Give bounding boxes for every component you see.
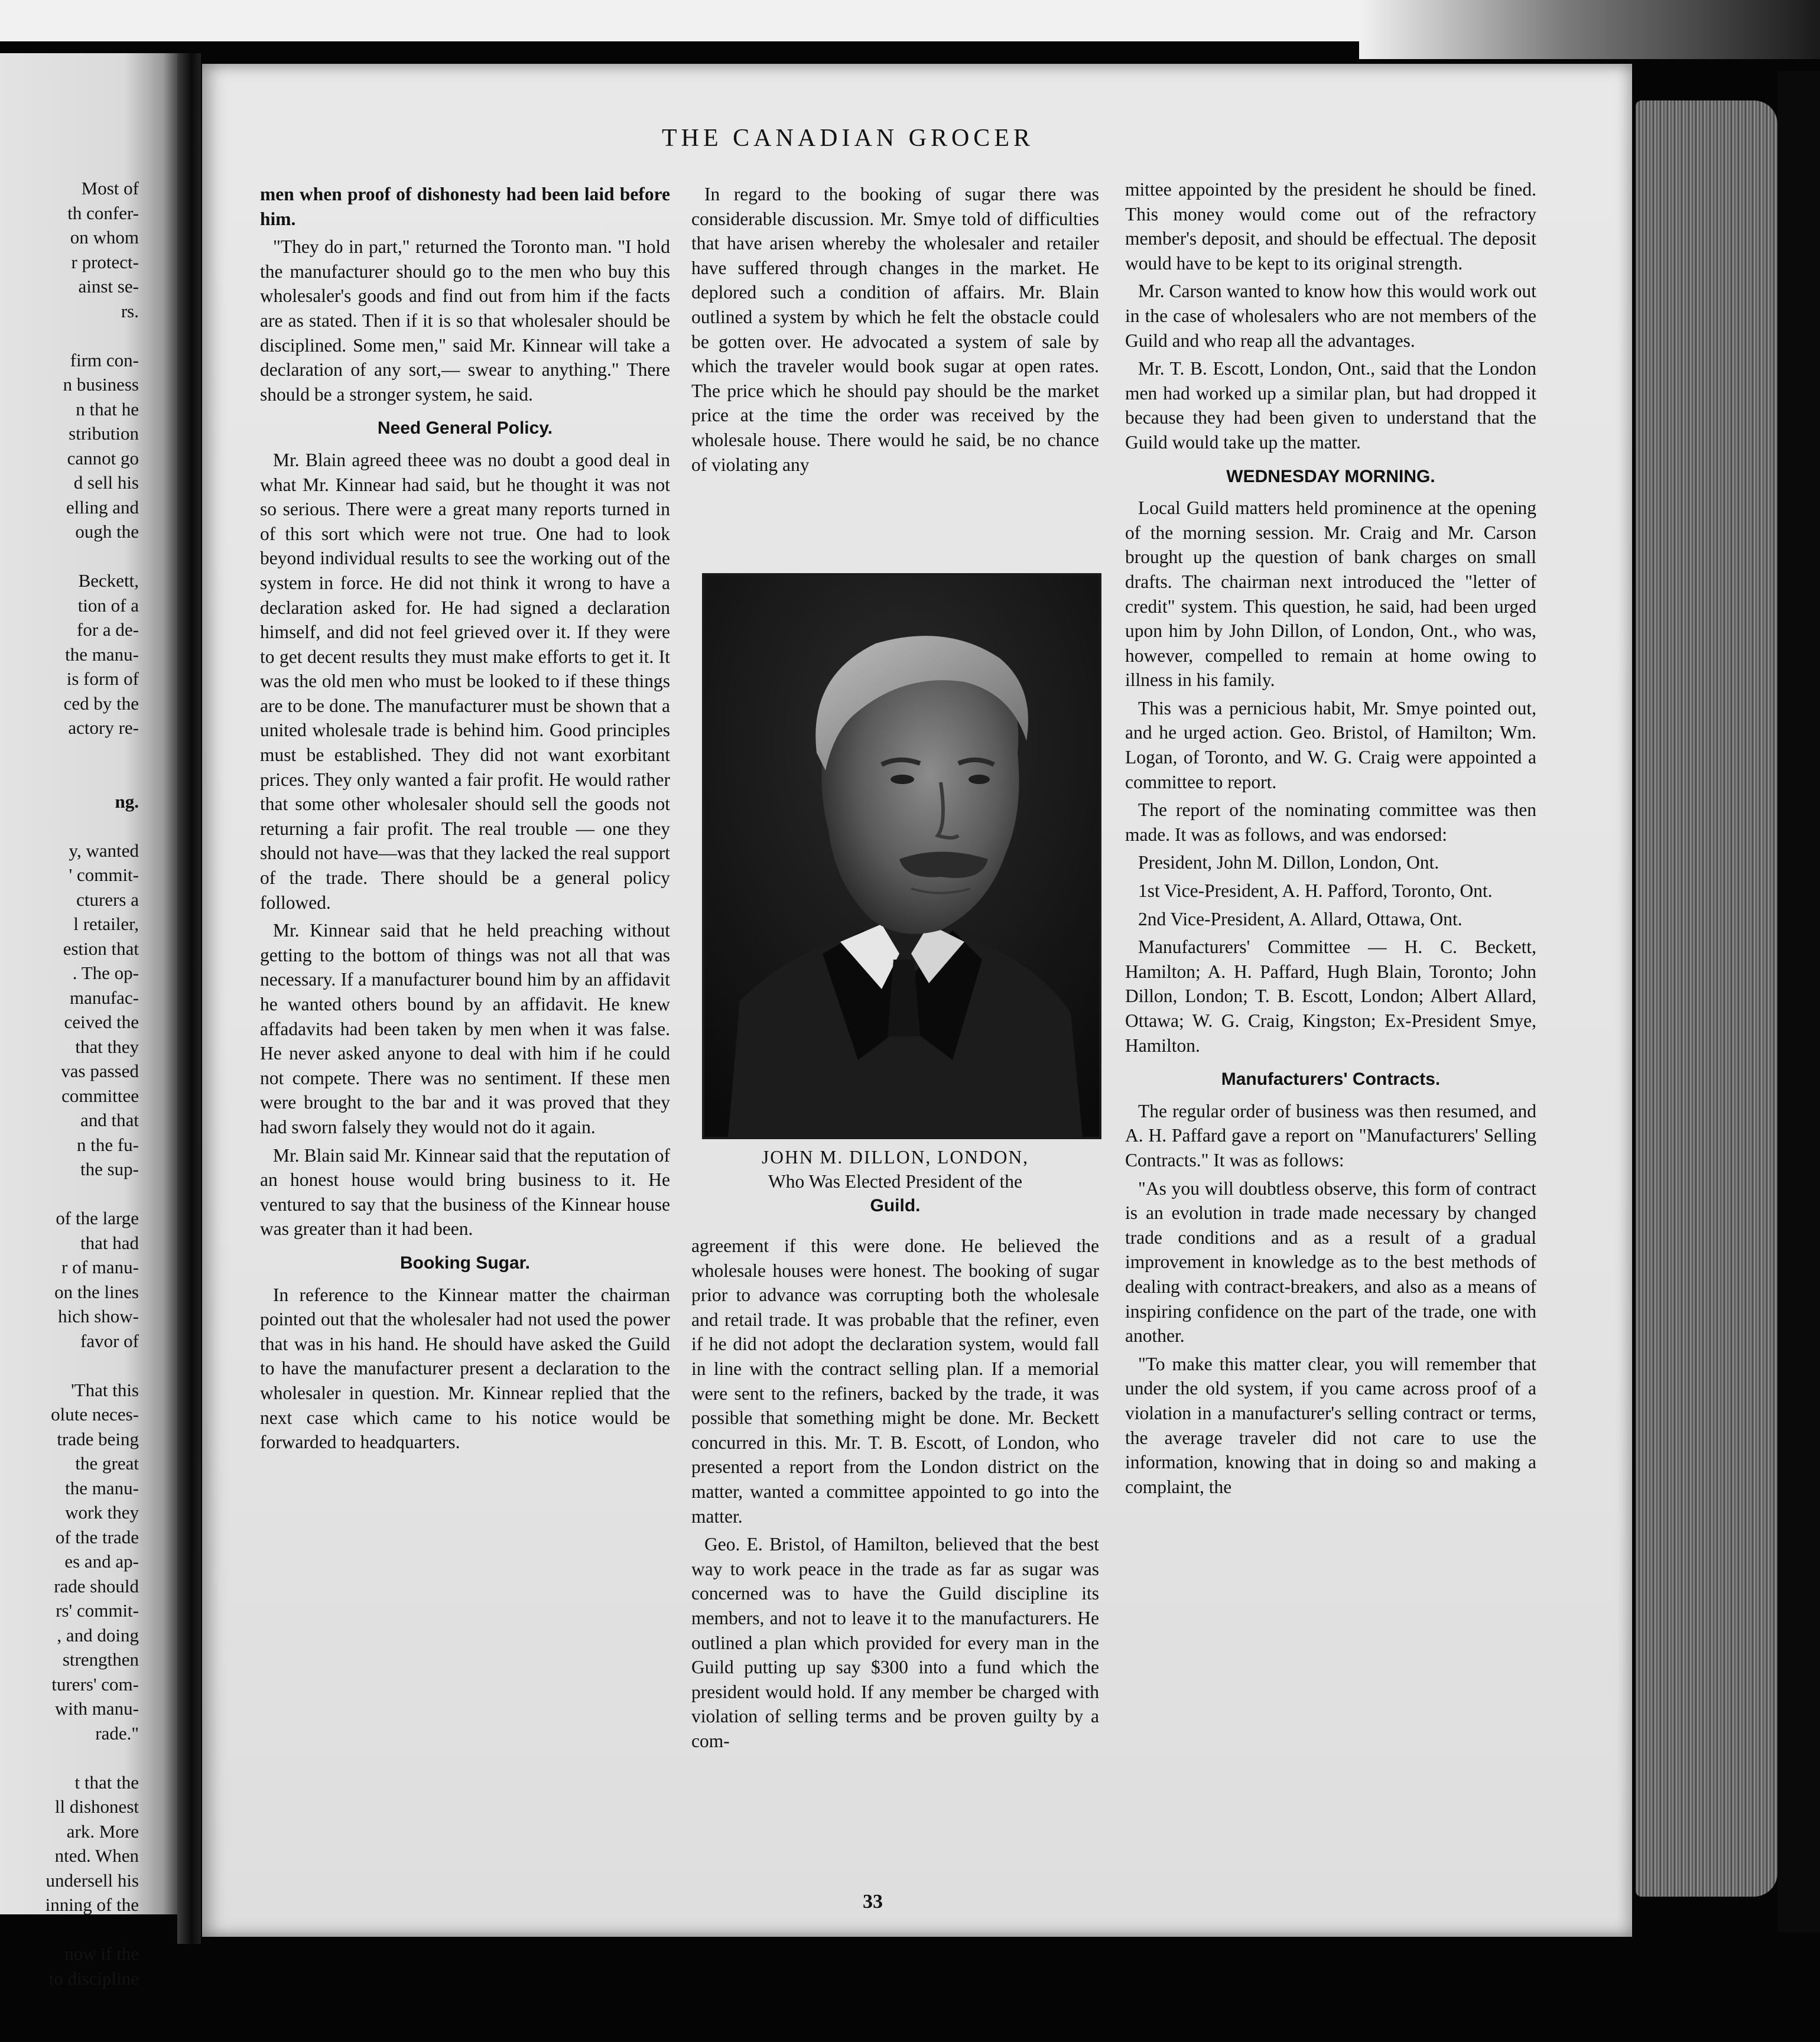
- left-page-line: turers' com-: [51, 1673, 139, 1695]
- left-page-line: 'That this: [71, 1379, 139, 1400]
- section-heading: WEDNESDAY MORNING.: [1226, 466, 1435, 486]
- column-2-top: [691, 182, 1099, 477]
- caption-name: JOHN M. DILLON, LONDON,: [762, 1147, 1029, 1168]
- left-page-line: [0, 1917, 139, 1942]
- left-page-line: ' commit-: [69, 864, 139, 885]
- left-page-line: es and ap-: [64, 1551, 139, 1572]
- left-page-line: , and doing: [57, 1624, 139, 1646]
- left-page-line: stribution: [69, 423, 139, 444]
- left-page-line: that they: [75, 1036, 139, 1057]
- paragraph: agreement if this were done. He believed the wholesale houses were honest. The booking of sugar prior to advance was corrupting both the wholesale and retail trade. It was probable that the refiner, even if he did not adopt the declaration system, would fall in line with the contract selling plan. If a memorial were sent to the refiners, backed by the trade, it was possible that something might be done. Mr. Beckett concurred in this. Mr. T. B. Escott, of London, who presented a report from the London district on the matter, wanted a committee appointed to go into the matter.: [691, 1235, 1099, 1527]
- left-page-line: to discipline: [48, 1968, 139, 1989]
- left-page-line: r of manu-: [61, 1257, 139, 1277]
- left-page-line: for a de-: [77, 619, 139, 640]
- paragraph: Manufacturers' Committee — H. C. Beckett, Hamilton; A. H. Paffard, Hugh Blain, Toronto; John Dillon, London; T. B. Escott, London; Albert Allard, Ottawa; W. G. Craig, Kingston; Ex-President Smye, Hamilton.: [1125, 937, 1536, 1056]
- paragraph: 1st Vice-President, A. H. Pafford, Toronto, Ont.: [1138, 880, 1493, 902]
- left-page-line: of the trade: [55, 1526, 139, 1547]
- left-page-line: estion that: [63, 938, 139, 959]
- book-page-edges: [1636, 100, 1777, 1897]
- paragraph: 2nd Vice-President, A. Allard, Ottawa, Ont.: [1138, 908, 1462, 929]
- left-page-text-fragments: [0, 176, 139, 1991]
- paragraph: mittee appointed by the president he should be fined. This money would come out of the refractory member's deposit, and should be effectual. The deposit would have to be kept to its original strength.: [1125, 179, 1536, 274]
- page-header: THE CANADIAN GROCER: [662, 125, 1034, 152]
- left-page-line: rade.": [95, 1722, 139, 1744]
- left-page-line: rs' commit-: [56, 1600, 139, 1621]
- left-page-line: . The op-: [72, 963, 139, 983]
- left-page-line: olute neces-: [51, 1404, 139, 1425]
- left-page-line: n that he: [76, 398, 139, 420]
- section-heading: Need General Policy.: [377, 418, 553, 438]
- column-2-bottom: [691, 1234, 1099, 1753]
- page-number: 33: [863, 1891, 883, 1913]
- left-page-line: [0, 1745, 139, 1770]
- left-page-line: vas passed: [61, 1061, 139, 1081]
- column-3: [1125, 177, 1536, 1499]
- photo-caption: [691, 1145, 1099, 1218]
- left-page-line: favor of: [80, 1330, 139, 1351]
- paragraph: Mr. Kinnear said that he held preaching without getting to the bottom of things was not all that was necessary. If a manufacturer bound him by an affidavit he wanted others bound by an affidavit. He knew affadavits had been taken by men when it was false. He never asked anyone to deal with him if he could not compete. There was no sentiment. If these men were brought to the bar and it was proved that they had sworn falsely they would not do it again.: [260, 920, 670, 1137]
- left-page-line: of the large: [56, 1208, 139, 1228]
- left-page-line: and that: [80, 1110, 139, 1130]
- paragraph: "To make this matter clear, you will remember that under the old system, if you came across proof of a violation in a manufacturer's selling contract or terms, the average traveler did not care to use the information, knowing that in doing so and making a complaint, the: [1125, 1353, 1536, 1497]
- left-page-line: the manu-: [65, 643, 139, 665]
- left-page-line: ough the: [75, 521, 139, 542]
- left-page-line: on the lines: [54, 1281, 139, 1302]
- paragraph: Mr. Carson wanted to know how this would work out in the case of wholesalers who are not members of the Guild and who reap all the advantages.: [1125, 281, 1536, 351]
- left-page-line: Beckett,: [78, 570, 139, 591]
- left-page-line: [0, 765, 139, 789]
- left-page-line: [0, 544, 139, 569]
- left-page-line: actory re-: [68, 717, 139, 738]
- caption-line: Who Was Elected President of the: [768, 1171, 1022, 1192]
- left-page-line: l retailer,: [73, 913, 139, 934]
- left-page-line: [0, 740, 139, 765]
- paragraph: Geo. E. Bristol, of Hamilton, believed that the best way to work peace in the trade as far as sugar was concerned was to have the Guild discipline its members, and not to leave it to the manufacturers. He outlined a plan which provided for every man in the Guild putting up say $300 into a fund which the president would hold. If any member be charged with violation of selling terms and be proven guilty by a com-: [691, 1534, 1099, 1751]
- paragraph: In reference to the Kinnear matter the chairman pointed out that the wholesaler had not used the power that was in his hand. He should have asked the Guild to have the manufacturer present a declaration to the wholesaler in question. Mr. Kinnear replied that the next case which came to his notice would be forwarded to headquarters.: [260, 1284, 670, 1453]
- left-page-line: rs.: [121, 300, 139, 321]
- left-page-line: ainst se-: [78, 276, 139, 297]
- left-page-line: [0, 1182, 139, 1207]
- left-page-line: Most of: [81, 178, 139, 199]
- left-page-line: n business: [63, 374, 139, 395]
- paragraph: President, John M. Dillon, London, Ont.: [1138, 852, 1439, 873]
- paragraph: "They do in part," returned the Toronto man. "I hold the manufacturer should go to the men who buy this wholesaler's goods and find out from him if the facts are as stated. Then if it is so that wholesaler should be disciplined. Some men," said Mr. Kinnear will take a declaration of any sort,— swear to anything." There should be a stronger system, he said.: [260, 236, 670, 405]
- left-page-line: ark. More: [66, 1820, 139, 1842]
- left-page-line: is form of: [66, 668, 139, 689]
- paragraph: men when proof of dishonesty had been laid before him.: [260, 184, 670, 229]
- left-page-line: hich show-: [58, 1306, 139, 1326]
- paragraph: The regular order of business was then resumed, and A. H. Paffard gave a report on "Manufacturers' Selling Contracts." It was as follows:: [1125, 1100, 1536, 1170]
- portrait-photo: [702, 573, 1101, 1139]
- left-page-line: cturers a: [76, 889, 139, 910]
- paragraph: Mr. Blain said Mr. Kinnear said that the reputation of an honest house would bring business to it. He ventured to say that the business of the Kinnear house was greater than it had been.: [260, 1144, 670, 1240]
- left-page-line: ll dishonest: [54, 1796, 139, 1817]
- paragraph: "As you will doubtless observe, this form of contract is an evolution in trade made necessary by changed trade conditions and as a result of a gradual improvement in knowledge as to the best methods of dealing with contract-breakers, and also as a means of inspiring confidence on the part of the trade, one with another.: [1125, 1178, 1536, 1347]
- paragraph: Local Guild matters held prominence at the opening of the morning session. Mr. Craig and Mr. Carson brought up the question of bank charges on small drafts. The chairman next introduced the "letter of credit" system. This question, he said, had been urged upon him by John Dillon, of London, Ont., who was, however, compelled to remain at home owing to illness in his family.: [1125, 498, 1536, 691]
- left-page-line: y, wanted: [69, 840, 139, 861]
- left-page-line: d sell his: [73, 472, 139, 493]
- book-gutter: [177, 53, 201, 1944]
- left-page: [0, 53, 177, 1989]
- left-page-line: tion of a: [77, 594, 139, 616]
- left-page-line: now if the: [64, 1943, 139, 1964]
- left-page-line: elling and: [66, 496, 139, 518]
- left-page-line: [0, 814, 139, 838]
- left-page-line: manufac-: [69, 987, 139, 1008]
- paragraph: This was a pernicious habit, Mr. Smye pointed out, and he urged action. Geo. Bristol, of Hamilton; Wm. Logan, of Toronto, and W. G. Craig were appointed a committee to report.: [1125, 697, 1536, 792]
- left-page-line: cannot go: [67, 447, 139, 469]
- left-page-line: with manu-: [54, 1698, 139, 1719]
- left-page-line: [0, 1353, 139, 1378]
- section-heading: Booking Sugar.: [399, 1253, 531, 1273]
- left-page-line: that had: [80, 1232, 139, 1253]
- left-page-line: th confer-: [67, 202, 139, 223]
- left-page-line: inning of the: [45, 1894, 139, 1915]
- paragraph: Mr. Blain agreed theee was no doubt a good deal in what Mr. Kinnear had said, but he thought it was not so serious. There were a great many reports turned in of this sort which were not true. One had to look beyond individual results to see the working out of the system in force. He did not think it wrong to have a declaration asked for. He had signed a declaration himself, and did not feel grieved over it. If they were to get decent results they must make efforts to get it. It was the old men who must be looked to if these things are to be done. The manufacturer must be shown that a united wholesale trade is behind him. Good principles must be established. They did not want exorbitant prices. They only wanted a fair profit. He would rather that some other wholesaler should sell the goods not returning a fair profit. The real trouble — one they should not have—was that they lacked the real support of the trade. There should be a general policy followed.: [260, 449, 670, 913]
- left-page-line: r protect-: [71, 251, 139, 272]
- caption-bold: Guild.: [870, 1196, 921, 1215]
- left-page-line: nted. When: [54, 1845, 139, 1866]
- left-page-line: the sup-: [80, 1159, 139, 1179]
- left-page-line: strengthen: [62, 1649, 139, 1670]
- left-page-line: work they: [65, 1502, 139, 1523]
- left-page-line: ced by the: [63, 692, 139, 714]
- book-cover-edge: [1777, 71, 1820, 1932]
- column-1: [260, 182, 670, 1455]
- left-page-line: n the fu-: [76, 1134, 139, 1155]
- paragraph: The report of the nominating committee was then made. It was as follows, and was endorsed:: [1125, 799, 1536, 845]
- left-page-line: committee: [61, 1085, 139, 1106]
- left-page-line: rade should: [54, 1575, 139, 1596]
- left-page-line: t that the: [74, 1771, 139, 1793]
- left-page-line: the great: [75, 1453, 139, 1474]
- section-heading: Manufacturers' Contracts.: [1221, 1069, 1441, 1090]
- paragraph: Mr. T. B. Escott, London, Ont., said that the London men had worked up a similar plan, but had dropped it because they had been given to understand that the Guild would take up the matter.: [1125, 358, 1536, 453]
- left-page-line: on whom: [70, 227, 139, 248]
- left-page-line: the manu-: [65, 1477, 139, 1498]
- left-page-line: trade being: [57, 1428, 139, 1449]
- left-page-line: ng.: [115, 791, 139, 812]
- scan-top-shadow: [1359, 0, 1820, 59]
- paragraph: In regard to the booking of sugar there was considerable discussion. Mr. Smye told of difficulties that have arisen whereby the wholesaler and retailer have suffered through changes in the market. He deplored such a condition of affairs. Mr. Blain outlined a system by which he felt the obstacle could be gotten over. He advocated a system of sale by which the traveler would book sugar at open rates. The price which he should pay should be the market price at the time the order was received by the wholesale house. There would he said, be no chance of violating any: [691, 184, 1099, 475]
- left-page-line: ceived the: [64, 1012, 139, 1032]
- portrait-image: [704, 575, 1099, 1137]
- left-page-line: firm con-: [70, 349, 139, 370]
- left-page-line: undersell his: [46, 1869, 139, 1891]
- left-page-line: [0, 323, 139, 348]
